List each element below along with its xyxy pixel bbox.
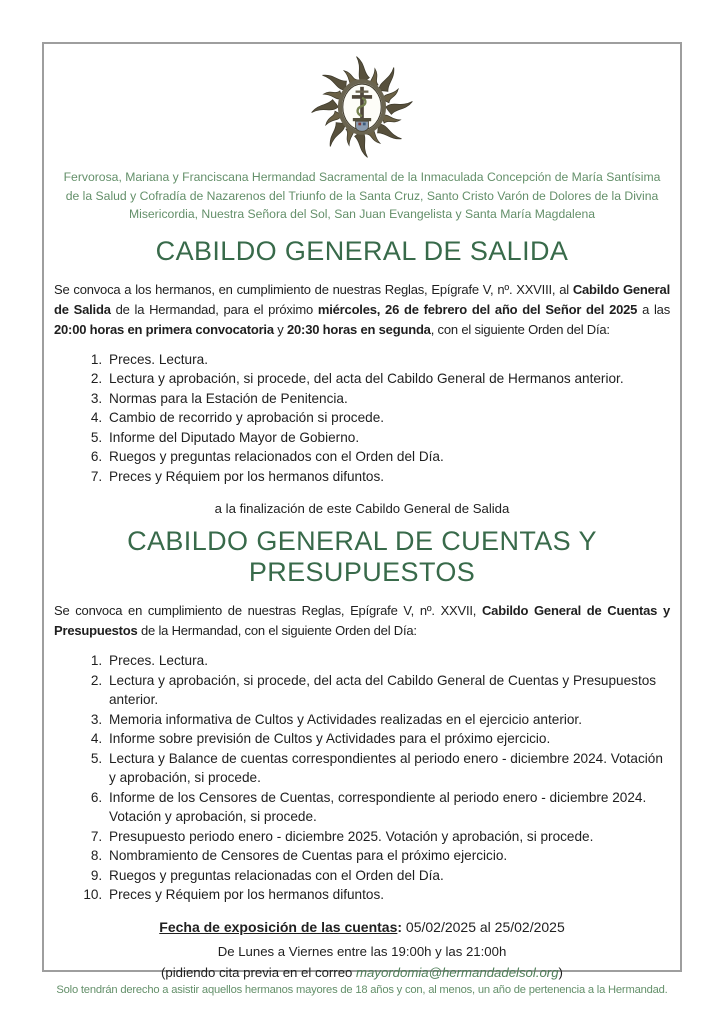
text-segment: de la Hermandad, para el próximo bbox=[110, 301, 318, 317]
text-segment: Fecha de exposición de las cuentas bbox=[159, 918, 398, 935]
text-segment: 05/02/2025 al 25/02/2025 bbox=[405, 918, 565, 935]
agenda-item: 7. Presupuesto periodo enero - diciembre 2025. Votación y aprobación, si procede. bbox=[106, 827, 670, 847]
exposure-schedule: De Lunes a Viernes entre las 19:00h y las 21:00h bbox=[217, 943, 507, 959]
eligibility-footer: Solo tendrán derecho a asistir aquellos hermanos mayores de 18 años y con, al menos, un año de pertenencia a la Hermandad. bbox=[56, 983, 668, 996]
agenda-item: 4. Cambio de recorrido y aprobación si procede. bbox=[106, 408, 670, 428]
agenda-item: 1. Preces. Lectura. bbox=[106, 651, 670, 671]
text-segment: , con el siguiente Orden del Día: bbox=[430, 321, 610, 337]
text-segment: 20:00 horas en primera convocatoria bbox=[54, 321, 274, 337]
agenda-item: 2. Lectura y aprobación, si procede, del acta del Cabildo General de Hermanos anterior. bbox=[106, 369, 670, 389]
section2-intro bbox=[54, 601, 670, 641]
section2-agenda-list bbox=[54, 651, 670, 905]
appointment-suffix: ) bbox=[558, 964, 563, 980]
appointment-prefix: (pidiendo cita previa en el correo bbox=[161, 964, 357, 980]
agenda-item: 8. Nombramiento de Censores de Cuentas para el próximo ejercicio. bbox=[106, 846, 670, 866]
text-segment: y bbox=[273, 321, 287, 337]
agenda-item: 3. Normas para la Estación de Penitencia. bbox=[106, 389, 670, 409]
text-segment: de la Hermandad, con el siguiente Orden del Día: bbox=[137, 623, 417, 638]
appointment-line bbox=[54, 963, 670, 982]
emblem-container bbox=[54, 52, 670, 162]
text-segment: a las bbox=[637, 301, 670, 317]
agenda-item: 10. Preces y Réquiem por los hermanos difuntos. bbox=[106, 885, 670, 905]
agenda-item: 2. Lectura y aprobación, si procede, del acta del Cabildo General de Cuentas y Presupuestos anterior. bbox=[106, 671, 670, 710]
text-segment: : bbox=[397, 918, 406, 935]
section1-title: CABILDO GENERAL DE SALIDA bbox=[155, 235, 569, 266]
section2-title: CABILDO GENERAL DE CUENTAS Y PRESUPUESTOS bbox=[127, 526, 597, 587]
agenda-item: 4. Informe sobre previsión de Cultos y Actividades para el próximo ejercicio. bbox=[106, 729, 670, 749]
exposure-dates-line bbox=[54, 917, 670, 938]
section1-agenda-list bbox=[54, 350, 670, 487]
agenda-item: 6. Informe de los Censores de Cuentas, correspondiente al periodo enero - diciembre 2024. Votación y aprobación, si procede. bbox=[106, 788, 670, 827]
page-border-frame bbox=[42, 42, 682, 996]
agenda-item: 3. Memoria informativa de Cultos y Actividades realizadas en el ejercicio anterior. bbox=[106, 710, 670, 730]
text-segment: Se convoca en cumplimiento de nuestras Reglas, Epígrafe V, nº. XXVII, bbox=[54, 603, 482, 618]
text-segment: Se convoca a los hermanos, en cumplimiento de nuestras Reglas, Epígrafe V, nº. XXVIII, al bbox=[54, 281, 573, 297]
agenda-item: 5. Informe del Diputado Mayor de Gobierno. bbox=[106, 428, 670, 448]
interlude-note: a la finalización de este Cabildo General de Salida bbox=[214, 501, 510, 516]
text-segment: Cabildo General de Cuentas y Presupuestos bbox=[54, 603, 670, 638]
sun-cross-emblem-icon bbox=[307, 52, 417, 162]
email-link[interactable]: mayordomia@hermandadelsol.org bbox=[356, 964, 559, 980]
organization-name: Fervorosa, Mariana y Franciscana Hermandad Sacramental de la Inmaculada Concepción de María Santísima de la Salud y Cofradía de Nazarenos del Triunfo de la Santa Cruz, Santo Cristo Varón de Dolores de la Divina Misericordia, Nuestra Señora del Sol, San Juan Evangelista y Santa María Magdalena bbox=[63, 170, 661, 221]
agenda-item: 9. Ruegos y preguntas relacionadas con el Orden del Día. bbox=[106, 866, 670, 886]
text-segment: 20:30 horas en segunda bbox=[287, 321, 431, 337]
section1-intro bbox=[54, 280, 670, 340]
agenda-item: 7. Preces y Réquiem por los hermanos difuntos. bbox=[106, 467, 670, 487]
agenda-item: 1. Preces. Lectura. bbox=[106, 350, 670, 370]
agenda-item: 6. Ruegos y preguntas relacionados con el Orden del Día. bbox=[106, 447, 670, 467]
text-segment: Cabildo General de Salida bbox=[54, 281, 670, 317]
agenda-item: 5. Lectura y Balance de cuentas correspondientes al periodo enero - diciembre 2024. Votación y aprobación, si procede. bbox=[106, 749, 670, 788]
text-segment: miércoles, 26 de febrero del año del Señor del 2025 bbox=[317, 301, 638, 317]
